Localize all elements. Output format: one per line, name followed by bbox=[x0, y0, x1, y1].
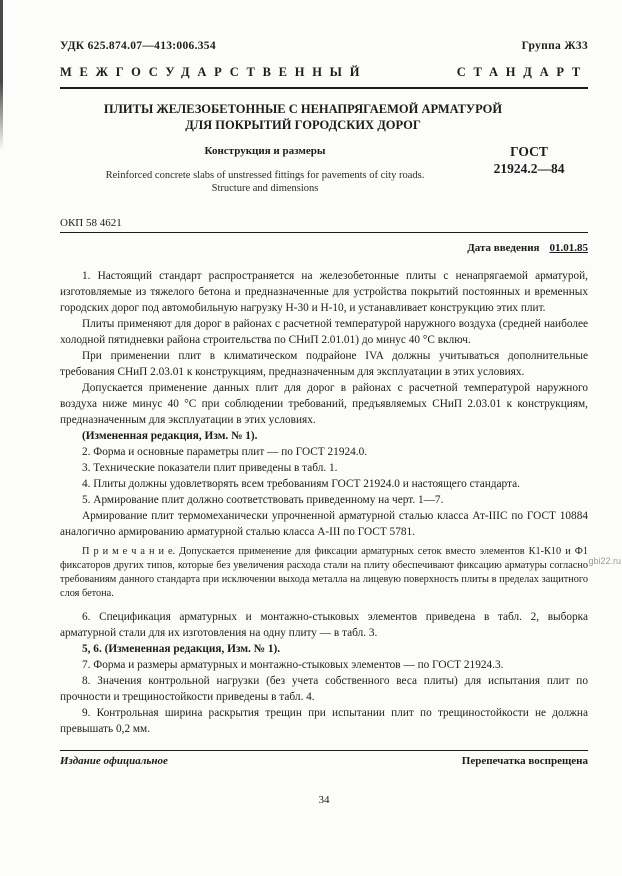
okp-rule bbox=[60, 232, 588, 233]
page-number: 34 bbox=[318, 794, 330, 806]
udk-code: УДК 625.874.07—413:006.354 bbox=[60, 40, 216, 52]
paragraph: 7. Форма и размеры арматурных и монтажно-стыковых элементов — по ГОСТ 21924.3. bbox=[82, 659, 504, 671]
reprint-forbidden-label: Перепечатка воспрещена bbox=[461, 755, 588, 767]
introduction-date bbox=[60, 242, 588, 254]
date-label: Дата введения bbox=[467, 242, 540, 254]
paragraph: 9. Контрольная ширина раскрытия трещин при испытании плит по трещиностойкости не должна превышать 0,2 мм. bbox=[60, 707, 588, 735]
document-title-line1: ПЛИТЫ ЖЕЛЕЗОБЕТОННЫЕ С НЕНАПРЯГАЕМОЙ АРМАТУРОЙ bbox=[103, 102, 503, 116]
gost-designation bbox=[470, 143, 588, 195]
paragraph: 8. Значения контрольной нагрузки (без учета собственного веса плиты) для испытания плит по прочности и трещиностойкости приведены в табл. 4. bbox=[60, 675, 588, 703]
classification-row bbox=[60, 40, 588, 52]
paragraph: (Измененная редакция, Изм. № 1). bbox=[82, 430, 258, 442]
header-rule bbox=[60, 87, 588, 89]
paragraph: 6. Спецификация арматурных и монтажно-стыковых элементов приведена в табл. 2, выборка арматурной стали для их изготовления на одну плиту — в табл. 3. bbox=[60, 611, 588, 639]
paragraph: 3. Технические показатели плит приведены в табл. 1. bbox=[82, 462, 338, 474]
standard-type-word1: МЕЖГОСУДАРСТВЕННЫЙ bbox=[60, 65, 368, 79]
date-value: 01.01.85 bbox=[549, 242, 588, 254]
english-title-line2: Structure and dimensions bbox=[211, 183, 319, 194]
footer-rule bbox=[60, 750, 588, 751]
okp-code: ОКП 58 4621 bbox=[60, 217, 122, 229]
document-body bbox=[60, 268, 588, 737]
paragraph: П р и м е ч а н и е. Допускается применение для фиксации арматурных сеток вместо элементов К1-К10 и Ф1 фиксаторов других типов, которые без увеличения расхода стали на плиту обеспечивают фиксацию арматуры согласно требованиям данного стандарта при исключении выхода металла на лицевую поверхность плиты в пределах защитного слоя бетона. bbox=[60, 546, 588, 599]
paragraph: Плиты применяют для дорог в районах с расчетной температурой наружного воздуха (средней наиболее холодной пятидневки района строительства по СНиП 2.01.01) до минус 40 °С включ. bbox=[60, 318, 588, 346]
document-subtitle: Конструкция и размеры bbox=[204, 145, 326, 157]
document-title bbox=[60, 101, 546, 133]
gost-label: ГОСТ bbox=[510, 144, 548, 159]
subtitle-row bbox=[60, 145, 588, 195]
english-title bbox=[60, 169, 470, 195]
standard-type-word2: СТАНДАРТ bbox=[456, 65, 588, 79]
paragraph: При применении плит в климатическом подрайоне IVA должны учитываться дополнительные требования СНиП 2.03.01 к конструкциям, предназначенным для эксплуатации в этих условиях. bbox=[60, 350, 588, 378]
paragraph: 2. Форма и основные параметры плит — по ГОСТ 21924.0. bbox=[82, 446, 368, 458]
paragraph: Армирование плит термомеханически упрочненной арматурной сталью класса Ат-IIIС по ГОСТ 10884 аналогично армированию арматурной сталью класса А-III по ГОСТ 5781. bbox=[60, 510, 588, 538]
group-code: Группа Ж33 bbox=[521, 40, 588, 52]
paragraph: Допускается применение данных плит для дорог в районах с расчетной температурой наружного воздуха ниже минус 40 °С при соблюдении требований, предъявляемых СНиП 2.03.01 к конструкциям, предназначенным для эксплуатации в этих условиях. bbox=[60, 382, 588, 426]
document-content bbox=[60, 0, 588, 737]
document-title-line2: ДЛЯ ПОКРЫТИЙ ГОРОДСКИХ ДОРОГ bbox=[185, 118, 421, 132]
paragraph: 5. Армирование плит должно соответствовать приведенному на черт. 1—7. bbox=[82, 494, 444, 506]
official-edition-label: Издание официальное bbox=[60, 755, 168, 767]
subtitle-column bbox=[60, 145, 470, 195]
document-footer bbox=[60, 750, 588, 806]
english-title-line1: Reinforced concrete slabs of unstressed fittings for pavements of city roads. bbox=[105, 170, 425, 181]
scan-edge-artifact bbox=[0, 0, 3, 150]
paragraph: 5, 6. (Измененная редакция, Изм. № 1). bbox=[82, 643, 281, 655]
standard-type-heading bbox=[60, 65, 588, 80]
gost-number: 21924.2—84 bbox=[493, 161, 565, 176]
watermark-text: gbi22.ru bbox=[588, 556, 621, 566]
paragraph: 4. Плиты должны удовлетворять всем требованиям ГОСТ 21924.0 и настоящего стандарта. bbox=[82, 478, 520, 490]
paragraph: 1. Настоящий стандарт распространяется на железобетонные плиты с ненапрягаемой арматурой, изготовляемые из тяжелого бетона и предназначенные для устройства покрытий постоянных и временных городских дорог под автомобильную нагрузку Н-30 и Н-10, и устанавливает конструкцию этих плит. bbox=[60, 270, 588, 314]
footer-row bbox=[60, 755, 588, 767]
